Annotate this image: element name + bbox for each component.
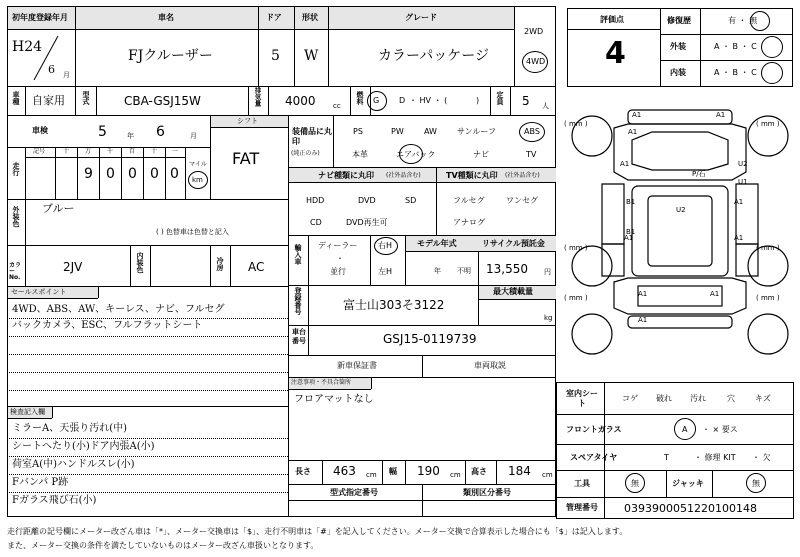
equip-aw: AW (424, 127, 437, 136)
rating-label: 評価点 (600, 15, 624, 24)
drive-4wd: 4WD (526, 57, 546, 66)
jack-label: ジャッキ (672, 479, 704, 488)
model-year-unit: 年 (434, 267, 441, 275)
displacement-label: 排気量 (253, 87, 262, 107)
inspector-line-5: Fガラス飛び石(小) (12, 495, 97, 506)
door-label: ドア (266, 13, 282, 22)
diagram-label-7: B1 (626, 228, 636, 236)
shaken-year: 5 (98, 124, 107, 140)
exterior-c-circle (761, 36, 783, 58)
cc-unit: cc (333, 102, 341, 110)
inspector-line-4: Fバンパ P跡 (12, 477, 69, 488)
import-dealer: ディーラー (318, 241, 358, 250)
model-year-label: モデル年式 (417, 239, 457, 248)
class-no-label: 類別区分番号 (463, 488, 511, 497)
footer-line-1: 走行距離の記号欄にメーター改ざん車は「*」、メーター交換車は「$」、走行不明車は「#」を記入してください。メーター交換で合算表示した場合にも「$」は記入します。 (7, 527, 628, 536)
mileage-digit-5: 0 (170, 166, 179, 182)
month-unit: 月 (63, 71, 70, 79)
sales-point-line-2: バックカメラ、ESC、フルフラットシート (12, 320, 203, 331)
diagram-mm-3: ( mm ) (756, 244, 780, 252)
tv-analog: アナログ (453, 218, 485, 227)
length-unit: cm (366, 471, 377, 479)
digit-header-3: 千 (107, 148, 114, 155)
diagram-mm-2: ( mm ) (564, 244, 588, 252)
jack-value: 無 (752, 479, 760, 488)
equip-abs: ABS (524, 127, 540, 136)
mileage-digit-4: 0 (150, 166, 159, 182)
exterior-color: ブルー (42, 202, 75, 215)
diagram-mm-4: ( mm ) (564, 294, 588, 302)
sales-point-line-1: 4WD、ABS、AW、キーレス、ナビ、フルセグ (12, 304, 225, 315)
seat-item-2: 汚れ (690, 394, 706, 403)
diagram-mm-5: ( mm ) (756, 294, 780, 302)
spare-none: ・ 欠 (752, 453, 771, 462)
max-load-label: 最大積載量 (493, 287, 533, 296)
type-no-label: 型式指定番号 (330, 488, 378, 497)
fuel-g: G (373, 96, 380, 105)
color-change-note: ( ) 色替車は色替と記入 (156, 228, 229, 236)
km-label: km (192, 176, 203, 184)
exterior-label: 外装 (670, 42, 686, 51)
diagram-label-9: A1 (624, 234, 634, 242)
diagram-label-5: U1 (738, 178, 748, 186)
color-label: 外装色 (12, 206, 20, 227)
first-reg-month: 6 (48, 63, 55, 76)
width: 190 (417, 464, 440, 478)
equip-ps: PS (353, 127, 363, 136)
width-label: 幅 (389, 467, 397, 476)
usage: 自家用 (32, 94, 65, 107)
diagram-mm-0: ( mm ) (564, 120, 588, 128)
door-count: 5 (271, 48, 280, 64)
diagram-label-1: A1 (716, 111, 726, 119)
diagram-label-2: A1 (628, 128, 638, 136)
length-label: 長さ (295, 467, 311, 476)
car-name: FJクルーザー (128, 48, 213, 64)
equip-airbag: エアバック (396, 150, 436, 159)
interior-label: 内装 (670, 68, 686, 77)
diagram-mm-1: ( mm ) (756, 120, 780, 128)
right-handle: 右H (378, 241, 393, 250)
manage-number: 0393900051220100148 (624, 502, 757, 515)
fuel-close: ) (476, 96, 480, 105)
diagram-label-13: A1 (710, 290, 720, 298)
mileage-digit-1: 9 (84, 166, 93, 182)
equipment-note: (純正のみ) (291, 150, 320, 157)
diagram-label-10: A1 (734, 198, 744, 206)
tools-value: 無 (631, 479, 639, 488)
fuel-label: 燃料 (356, 91, 364, 105)
capacity-label: 定員 (496, 91, 504, 105)
grade: カラーパッケージ (378, 48, 490, 64)
interior-options: A ・ B ・ C (714, 68, 757, 77)
digit-header-5: 十 (151, 148, 158, 155)
manual-label: 車両取説 (474, 361, 506, 370)
inspector-line-3: 荷室A(中)ハンドルスレ(小) (12, 459, 135, 470)
diagram-label-4: U2 (738, 160, 748, 168)
diagram-label-0: A1 (632, 111, 642, 119)
first-reg-label: 初年度登録年月 (12, 13, 68, 22)
model-year-unknown: 不明 (457, 267, 471, 275)
seat-label: 室内シート (566, 389, 598, 409)
navi-header: ナビ種類に丸印 (318, 171, 374, 180)
warranty-label: 新車保証書 (337, 361, 377, 370)
equip-sunroof: サンルーフ (457, 127, 496, 136)
recycle-label: リサイクル預託金 (482, 239, 545, 248)
height-label: 高さ (471, 467, 487, 476)
capacity-unit: 人 (542, 102, 549, 110)
model-label: 型式 (82, 91, 90, 105)
footer-line-2: また、メーター交換の条件を満たしていないものはメーター改ざん車扱いとなります。 (7, 541, 319, 550)
shift: FAT (232, 149, 260, 168)
digit-header-1: 十 (63, 148, 70, 155)
navi-note: (社外品含む) (386, 172, 421, 179)
mileage-digit-3: 0 (128, 166, 137, 182)
interior-color-label: 内装色 (136, 252, 144, 273)
exterior-options: A ・ B ・ C (714, 42, 757, 51)
diagram-label-15: A1 (638, 316, 648, 324)
length: 463 (333, 464, 356, 478)
sales-points-label: セールスポイント (11, 288, 67, 296)
height-unit: cm (542, 471, 553, 479)
navi-hdd: HDD (306, 196, 325, 205)
windshield-label: フロントガラス (566, 425, 622, 434)
equip-leather: 本革 (352, 150, 368, 159)
first-reg-year: H24 (12, 39, 43, 55)
shift-label: シフト (237, 117, 258, 125)
model: CBA-GSJ15W (124, 94, 201, 108)
equip-navi: ナビ (473, 150, 489, 159)
height: 184 (508, 464, 531, 478)
fuel-d: D (399, 96, 406, 105)
yen-unit: 円 (544, 268, 551, 276)
digit-header-2: 万 (85, 148, 92, 155)
repair-options: 有 ・ 無 (728, 16, 758, 25)
diagram-label-6: B1 (626, 198, 636, 206)
seat-item-3: 穴 (727, 394, 735, 403)
digit-header-0: 記号 (33, 148, 46, 155)
date-slash (30, 34, 60, 82)
navi-dvd-play: DVD再生可 (346, 218, 388, 227)
grade-label: グレード (405, 13, 437, 22)
rating-score: 4 (605, 36, 626, 71)
fuel-hv: ・ HV ・ ( (409, 96, 448, 105)
spare-t: T (664, 453, 669, 462)
tv-fullseg: フルセグ (453, 196, 485, 205)
width-unit: cm (450, 471, 461, 479)
diagram-label-14: P/石 (692, 170, 706, 178)
seat-item-1: 破れ (656, 394, 672, 403)
diagram-label-11: A1 (734, 234, 744, 242)
tv-oneseg: ワンセグ (506, 196, 538, 205)
notes-label: 注意事項・不具合箇所 (291, 379, 352, 386)
navi-sd: SD (405, 196, 417, 205)
seat-item-4: キズ (755, 394, 771, 403)
import-parallel: 並行 (330, 267, 346, 276)
registration-label: 登録番号 (294, 287, 302, 315)
shaken-month-unit: 月 (190, 132, 197, 140)
header-label-row (8, 7, 514, 29)
windshield-a: A (682, 425, 688, 434)
windshield-other: ・ × 要ス (702, 425, 738, 434)
spare-label: スペアタイヤ (570, 453, 618, 462)
mileage-digit-2: 0 (106, 166, 115, 182)
equipment-label: 装備品に丸印 (292, 127, 332, 147)
notes-line-1: フロアマットなし (294, 394, 374, 405)
shaken-label: 車検 (32, 126, 48, 135)
left-handle: 左H (378, 267, 393, 276)
usage-label: 車種 (12, 91, 20, 105)
shape-label: 形状 (302, 13, 318, 22)
displacement: 4000 (285, 94, 316, 108)
ac-label: 冷房 (216, 257, 224, 271)
tv-note: (社外品含む) (505, 172, 540, 179)
recycle-amount: 13,550 (486, 262, 528, 276)
equip-tv: TV (526, 150, 537, 159)
color-no: 2JV (63, 260, 83, 274)
import-dot: ・ (336, 254, 344, 263)
tools-label: 工具 (574, 479, 590, 488)
inspector-line-1: ミラーA、天張り汚れ(中) (12, 423, 128, 434)
digit-header-6: 一 (172, 148, 179, 155)
seat-item-0: コゲ (622, 394, 638, 403)
kg-unit: kg (544, 314, 553, 322)
mile-label: マイル (189, 161, 207, 168)
body-shape: W (304, 48, 319, 64)
ac: AC (248, 260, 265, 274)
diagram-label-8: U2 (676, 206, 686, 214)
digit-header-4: 百 (129, 148, 136, 155)
chassis-label: 車台番号 (292, 328, 306, 345)
diagram-label-3: A1 (620, 160, 630, 168)
shaken-year-unit: 年 (127, 132, 134, 140)
navi-dvd: DVD (358, 196, 376, 205)
diagram-label-12: A1 (638, 290, 648, 298)
car-name-label: 車名 (158, 13, 174, 22)
navi-cd: CD (310, 218, 322, 227)
manage-label: 管理番号 (566, 503, 598, 512)
interior-c-circle (761, 62, 783, 84)
inspector-line-2: シートへたり(小)ドア内張A(小) (12, 441, 155, 452)
tv-header: TV種類に丸印 (446, 171, 498, 180)
inspector-label: 検査記入欄 (10, 408, 45, 416)
shaken-month: 6 (156, 124, 165, 140)
drive-2wd: 2WD (524, 27, 544, 36)
spare-kit: ・ 修理 KIT (694, 453, 736, 462)
repair-none-circle (750, 11, 770, 31)
registration-number: 富士山303そ3122 (343, 298, 445, 312)
color-no-label: カラーNo. (9, 262, 22, 281)
import-label: 輸入車 (294, 244, 302, 265)
equip-pw: PW (391, 127, 404, 136)
capacity: 5 (522, 94, 530, 108)
mileage-label: 走行 (12, 162, 20, 176)
chassis-number: GSJ15-0119739 (383, 332, 477, 346)
repair-label: 修復歴 (667, 16, 691, 25)
car-diagram (562, 100, 798, 370)
